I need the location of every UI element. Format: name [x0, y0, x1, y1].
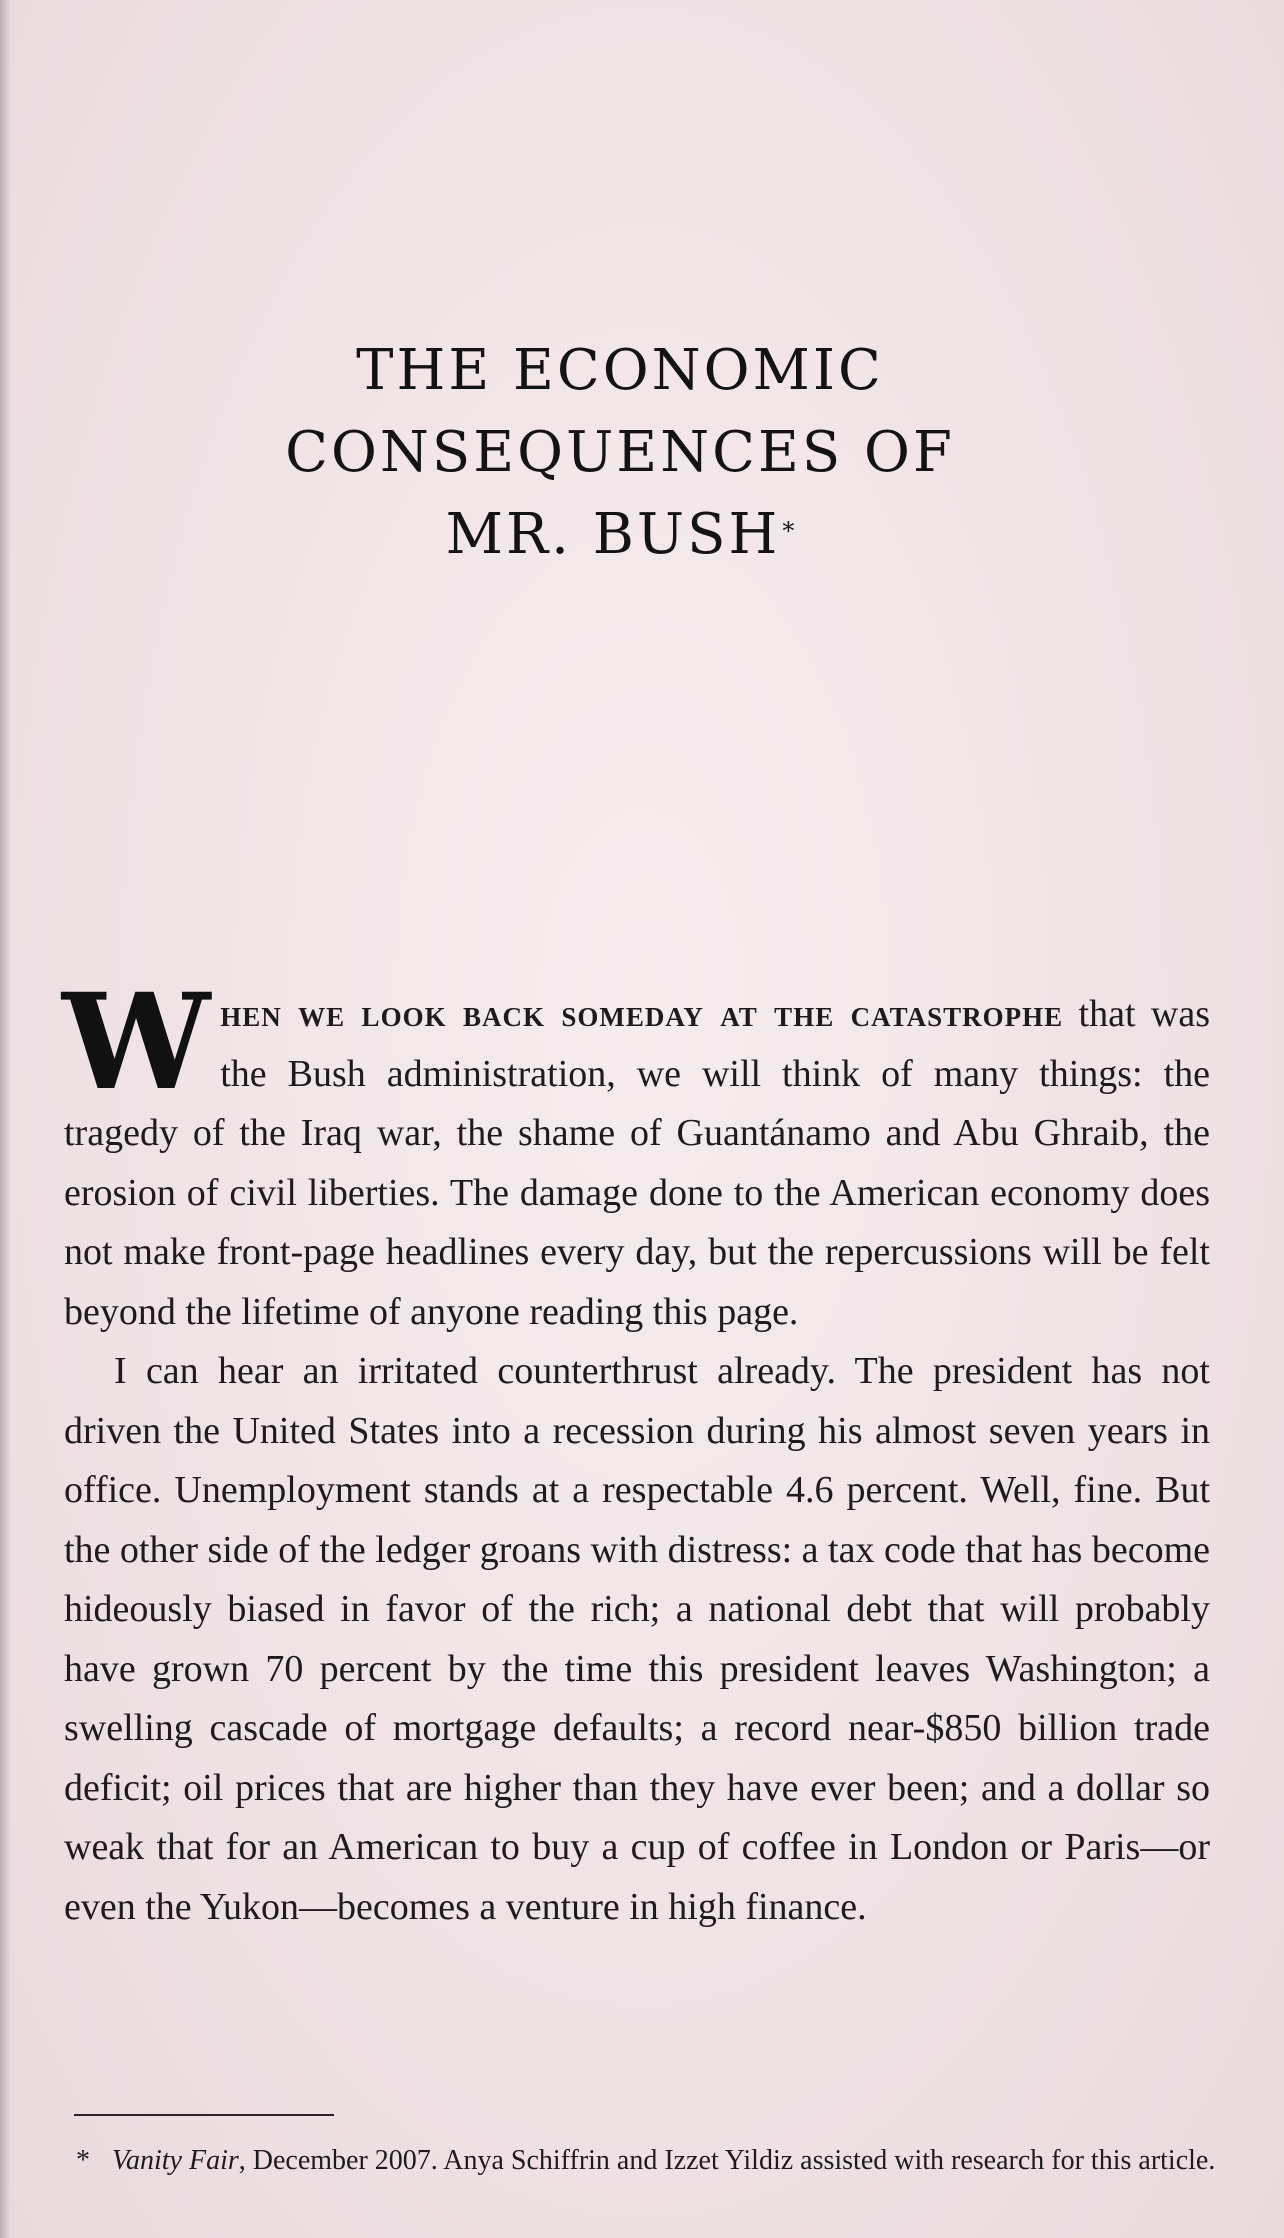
paragraph-2: I can hear an irritated counterthrust already. The president has not driven the United States into a recession during his almost seven years in office. Unemployment stands at a respectable 4.6 percent. Well, fine. But the other side of the ledger groans with distress: a tax code that has become hideously biased in favor of the rich; a national debt that will probably have grown 70 percent by the time this president leaves Washington; a swelling cascade of mortgage defaults; a record near-$850 billion trade deficit; oil prices that are higher than they have ever been; and a dollar so weak that for an American to buy a cup of coffee in London or Paris—or even the Yukon—becomes a venture in high finance. — [64, 1350, 1210, 1928]
chapter-title-line-3 — [150, 494, 1090, 576]
chapter-title-line-1: THE ECONOMIC — [356, 338, 884, 403]
chapter-body — [62, 965, 1210, 1937]
title-footnote-mark: * — [782, 517, 795, 545]
footnote-publication: Vanity Fair — [112, 2145, 239, 2176]
chapter-title — [150, 330, 1090, 576]
paragraph-1 — [62, 965, 1210, 1342]
footnote-divider — [74, 2114, 334, 2116]
paragraph-1-text: that was the Bush administration, we will think of many things: the tragedy of the Iraq war, the shame of Guantánamo and Abu Ghraib, the erosion of civil liberties. The damage done to the American economy does not make front-page headlines every day, but the repercussions will be felt beyond the lifetime of anyone reading this page. — [64, 993, 1210, 1333]
drop-cap: W — [62, 965, 211, 1120]
chapter-title-line-3-text: MR. BUSH — [445, 502, 781, 567]
page-gutter-edge — [0, 0, 10, 2238]
lead-in-smallcaps: hen we look back someday at the catastrophe — [220, 993, 1064, 1035]
footnote — [76, 2140, 1216, 2182]
chapter-title-line-2: CONSEQUENCES OF — [285, 420, 955, 485]
footnote-mark: * — [76, 2145, 90, 2176]
footnote-text: , December 2007. Anya Schiffrin and Izzet Yildiz assisted with research for this article. — [238, 2145, 1216, 2176]
